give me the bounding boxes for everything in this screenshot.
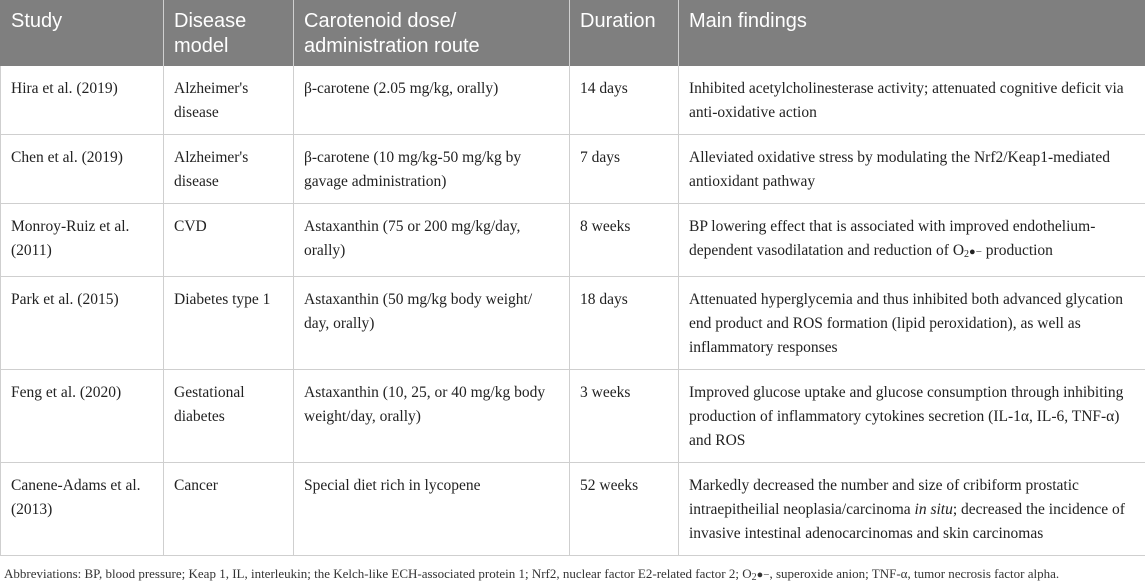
cell-disease-model: Alzheimer's disease <box>164 66 294 135</box>
findings-text: ; decreased the incidence of invasive intestinal adenocarcinomas and skin carcinomas <box>689 501 1125 542</box>
cell-main-findings: Improved glucose uptake and glucose consumption through inhibiting production of inflammatory cytokines secretion (IL-1α, IL-6, TNF-α) and ROS <box>679 370 1145 463</box>
cell-duration: 14 days <box>570 66 679 135</box>
table-row <box>1 204 1145 277</box>
table-footnote <box>0 556 1145 588</box>
cell-main-findings <box>679 204 1145 277</box>
table-row <box>1 135 1145 204</box>
cell-main-findings: Attenuated hyperglycemia and thus inhibited both advanced glycation end product and ROS formation (lipid peroxidation), as well as inflammatory responses <box>679 277 1145 370</box>
radical-symbol: ●− <box>757 569 770 581</box>
findings-text: production <box>982 242 1053 259</box>
findings-text: BP lowering effect that is associated with improved endothelium-dependent vasodilatation and reduction of O <box>689 218 1095 259</box>
cell-main-findings <box>679 463 1145 556</box>
cell-disease-model: Alzheimer's disease <box>164 135 294 204</box>
subscript-text: 2 <box>964 249 969 260</box>
footnote-text: Abbreviations: BP, blood pressure; Keap 1, IL, interleukin; the Kelch-like ECH-associated protein 1; Nrf2, nuclear factor E2-related factor 2; O <box>4 566 752 581</box>
table-header-row <box>1 0 1145 66</box>
cell-study: Hira et al. (2019) <box>1 66 164 135</box>
cell-duration: 7 days <box>570 135 679 204</box>
cell-disease-model: Gestational diabetes <box>164 370 294 463</box>
table-row <box>1 66 1145 135</box>
header-duration: Duration <box>570 0 679 66</box>
cell-disease-model: Diabetes type 1 <box>164 277 294 370</box>
cell-duration: 18 days <box>570 277 679 370</box>
cell-study: Chen et al. (2019) <box>1 135 164 204</box>
findings-text: Markedly decreased the number and size of cribiform prostatic intraepitheilial neoplasia/carcinoma <box>689 477 1079 518</box>
cell-duration: 3 weeks <box>570 370 679 463</box>
cell-dose-route: Astaxanthin (10, 25, or 40 mg/kg body weight/day, orally) <box>294 370 570 463</box>
italic-text: in situ <box>915 501 953 518</box>
header-study: Study <box>1 0 164 66</box>
cell-main-findings: Inhibited acetylcholinesterase activity; attenuated cognitive deficit via anti-oxidative action <box>679 66 1145 135</box>
header-main-findings: Main findings <box>679 0 1145 66</box>
cell-study: Feng et al. (2020) <box>1 370 164 463</box>
cell-study: Monroy-Ruiz et al. (2011) <box>1 204 164 277</box>
cell-dose-route: β-carotene (2.05 mg/kg, orally) <box>294 66 570 135</box>
table-row <box>1 370 1145 463</box>
header-disease-model: Disease model <box>164 0 294 66</box>
header-dose-route: Carotenoid dose/ administration route <box>294 0 570 66</box>
cell-duration: 8 weeks <box>570 204 679 277</box>
footnote-text: , superoxide anion; TNF-α, tumor necrosis factor alpha. <box>769 566 1059 581</box>
radical-symbol: ●− <box>969 246 982 258</box>
cell-study: Canene-Adams et al. (2013) <box>1 463 164 556</box>
cell-dose-route: Special diet rich in lycopene <box>294 463 570 556</box>
table-row <box>1 463 1145 556</box>
cell-main-findings: Alleviated oxidative stress by modulating the Nrf2/Keap1-mediated antioxidant pathway <box>679 135 1145 204</box>
cell-disease-model: Cancer <box>164 463 294 556</box>
table-row <box>1 277 1145 370</box>
cell-dose-route: Astaxanthin (50 mg/kg body weight/ day, orally) <box>294 277 570 370</box>
cell-disease-model: CVD <box>164 204 294 277</box>
cell-duration: 52 weeks <box>570 463 679 556</box>
cell-dose-route: Astaxanthin (75 or 200 mg/kg/day, orally) <box>294 204 570 277</box>
cell-study: Park et al. (2015) <box>1 277 164 370</box>
cell-dose-route: β-carotene (10 mg/kg-50 mg/kg by gavage administration) <box>294 135 570 204</box>
subscript-text: 2 <box>752 572 757 583</box>
